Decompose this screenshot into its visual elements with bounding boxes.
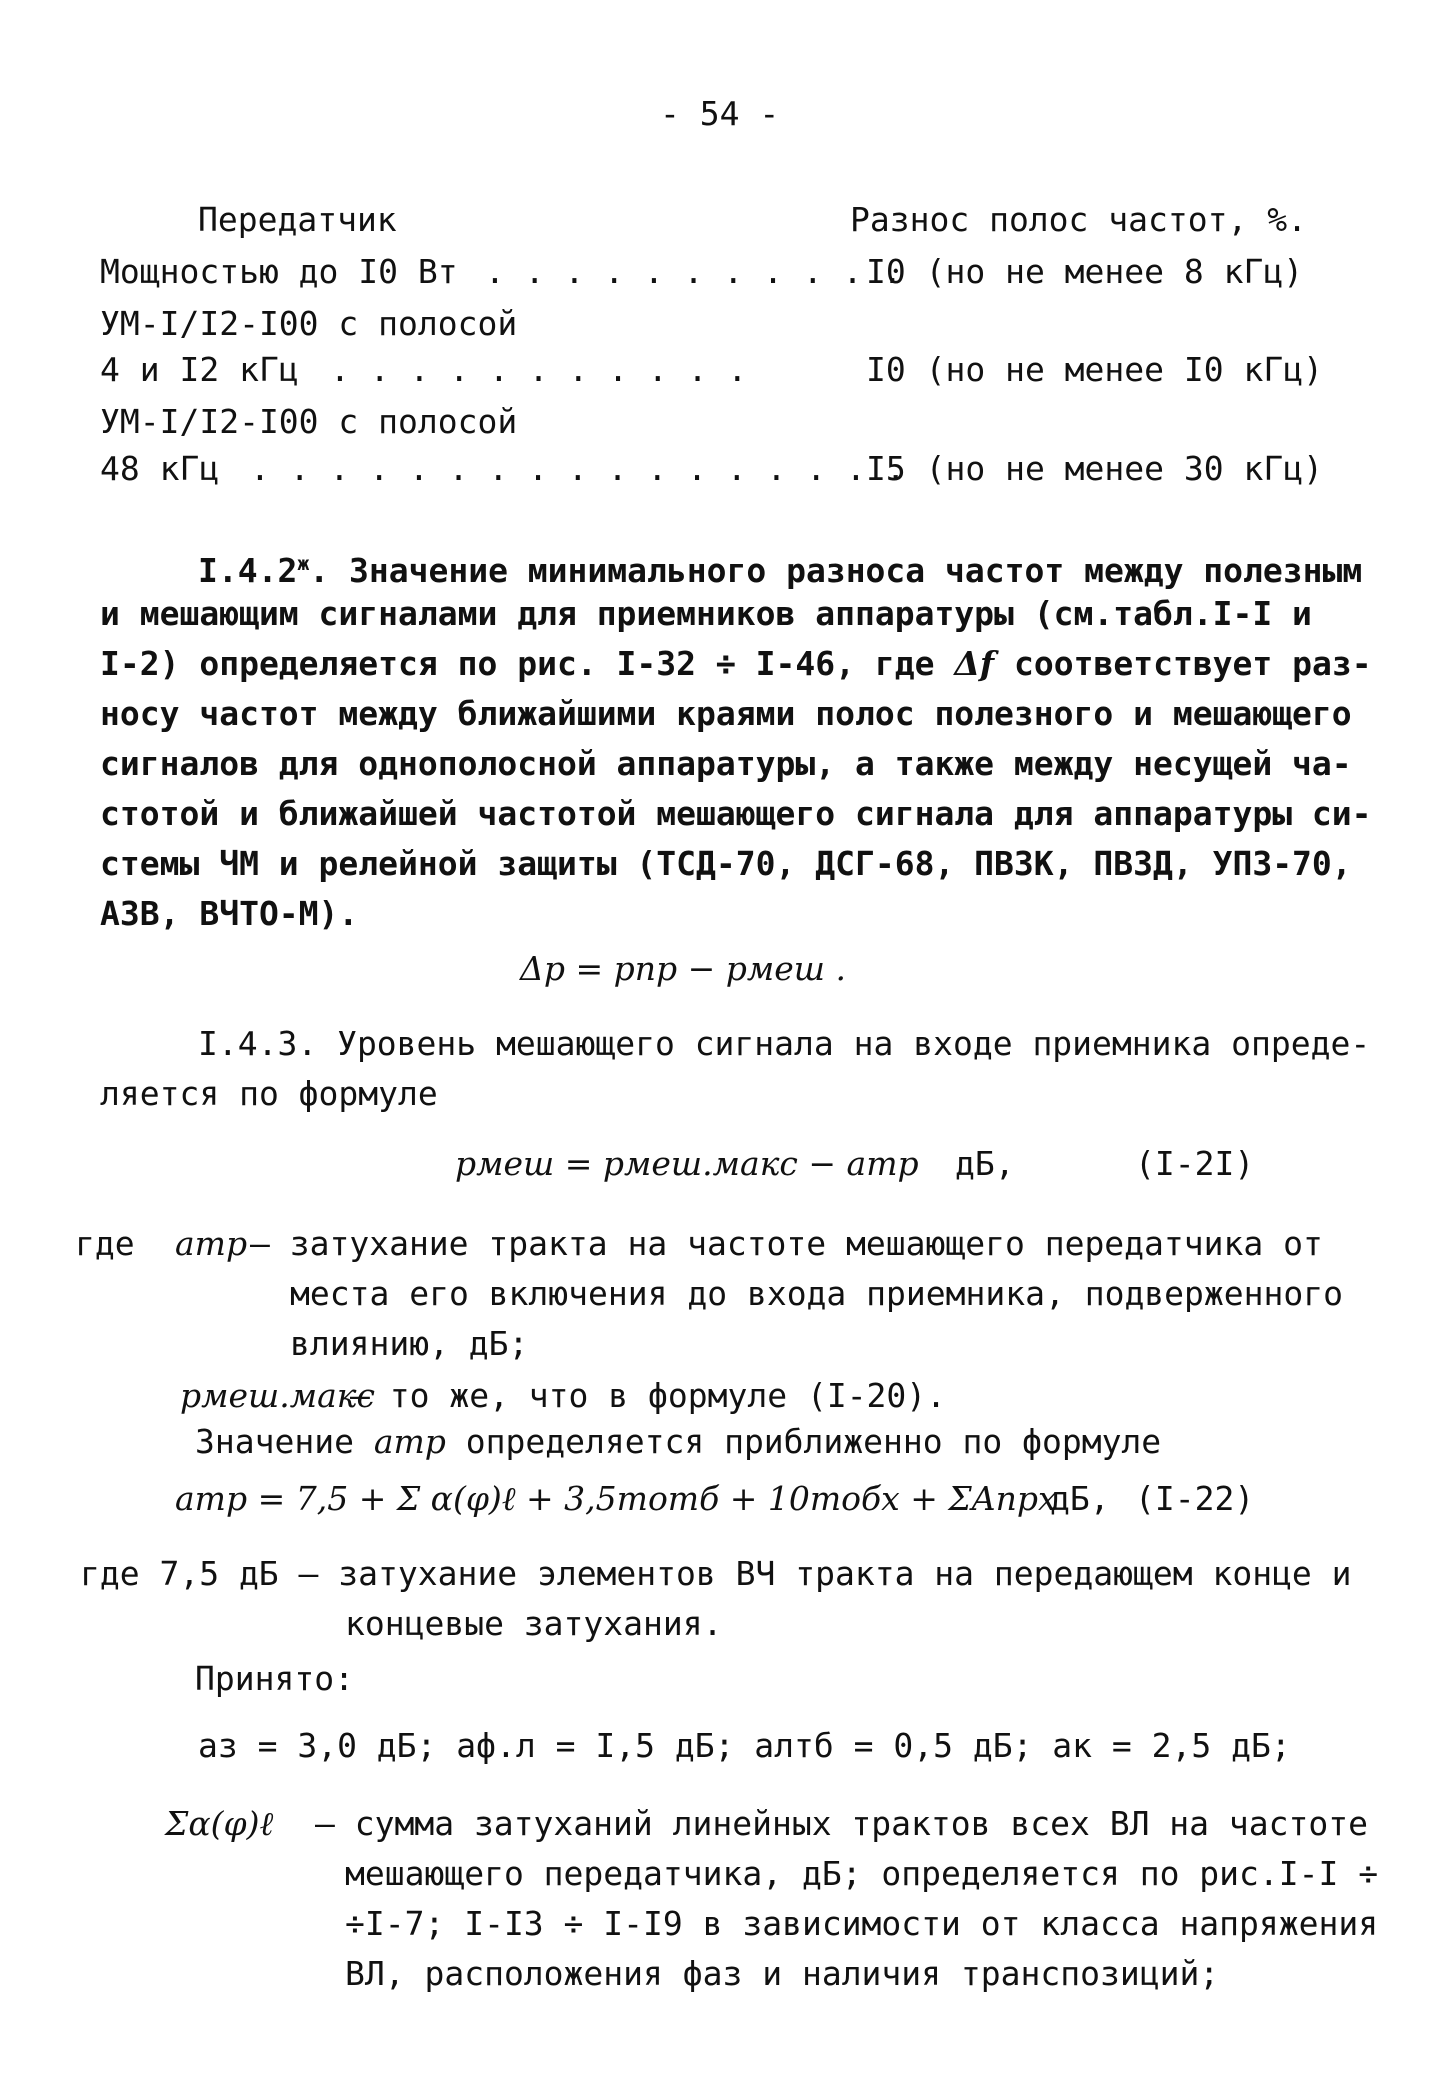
paragraph-line: I.4.3. Уровень мешающего сигнала на входе приемника опреде- bbox=[198, 1024, 1371, 1063]
paragraph-line: носу частот между ближайшими краями полос полезного и мешающего bbox=[100, 694, 1352, 733]
formula-number: (I-22) bbox=[1135, 1479, 1255, 1518]
table-header-transmitter: Передатчик bbox=[198, 200, 397, 239]
paragraph-line: $I.4.2^ж$. Значение минимального разноса частот между полезным bbox=[198, 550, 1363, 590]
table-leader-dots: . . . . . . . . . . . bbox=[485, 252, 903, 291]
table-row-value: I0 (но не менее 8 кГц) bbox=[866, 252, 1304, 291]
paragraph-line: где 7,5 дБ – затухание элементов ВЧ тракта на передающем конце и bbox=[80, 1554, 1352, 1593]
accepted-label: Принято: bbox=[195, 1659, 354, 1698]
value-line: Значение aтр определяется приближенно по формуле bbox=[195, 1422, 1162, 1461]
table-header-spacing: Разнос полос частот, %. bbox=[850, 200, 1307, 239]
table-leader-dots: . . . . . . . . . . . . . . . . . bbox=[250, 449, 906, 488]
symbol-a-tr: aтр bbox=[175, 1224, 248, 1263]
table-row-label: УМ-I/I2-I00 с полосой bbox=[100, 402, 518, 441]
formula-unit: дБ, bbox=[955, 1144, 1015, 1183]
symbol-a-tr: aтр bbox=[373, 1422, 446, 1461]
footnote-mark: ж bbox=[297, 552, 310, 575]
page-number: - 54 - bbox=[660, 94, 780, 133]
section-number: I.4.2 bbox=[198, 550, 298, 590]
table-row-label: УМ-I/I2-I00 с полосой bbox=[100, 304, 518, 343]
delta-f-symbol: Δf bbox=[954, 644, 995, 683]
symbol-p-mesh-maks: pмеш.макс bbox=[180, 1376, 375, 1415]
paragraph-line: стемы ЧМ и релейной защиты (ТСД-70, ДСГ-68, ПВЗК, ПВЗД, УПЗ-70, bbox=[100, 844, 1352, 883]
paragraph-line: сигналов для однополосной аппаратуры, а также между несущей ча- bbox=[100, 744, 1352, 783]
definition-line: ВЛ, расположения фаз и наличия транспозиций; bbox=[345, 1954, 1220, 1993]
definition-line: – сумма затуханий линейных трактов всех ВЛ на частоте bbox=[315, 1804, 1368, 1843]
definition-line: – то же, что в формуле (I-20). bbox=[350, 1376, 947, 1415]
paragraph-line: АЗВ, ВЧТО-М). bbox=[100, 894, 359, 933]
accepted-values: aз = 3,0 дБ; aф.л = I,5 дБ; aлтб = 0,5 дБ; aк = 2,5 дБ; bbox=[198, 1726, 1291, 1765]
definition-line: влиянию, дБ; bbox=[290, 1324, 529, 1363]
table-row-label: 4 и I2 кГц bbox=[100, 350, 299, 389]
where-word: где bbox=[75, 1224, 135, 1263]
definition-line: – затухание тракта на частоте мешающего передатчика от bbox=[250, 1224, 1323, 1263]
formula-attenuation: aтр = 7,5 + Σ α(φ)ℓ + 3,5mотб + 10mобх + ΣAпрх bbox=[175, 1479, 1057, 1518]
paragraph-line: ляется по формуле bbox=[100, 1074, 438, 1113]
table-leader-dots: . . . . . . . . . . . bbox=[330, 350, 748, 389]
definition-line: места его включения до входа приемника, подверженного bbox=[290, 1274, 1343, 1313]
table-row-label: 48 кГц bbox=[100, 449, 220, 488]
formula-unit: дБ, bbox=[1050, 1479, 1110, 1518]
paragraph-line: стотой и ближайшей частотой мешающего сигнала для аппаратуры си- bbox=[100, 794, 1372, 833]
table-row-value: I5 (но не менее 30 кГц) bbox=[866, 449, 1323, 488]
table-row-label: Мощностью до I0 Вт bbox=[100, 252, 458, 291]
paragraph-line: I-2) определяется по рис. I-32 ÷ I-46, где Δf соответствует раз- bbox=[100, 644, 1372, 683]
formula-interference-level: pмеш = pмеш.макс − aтр bbox=[455, 1144, 919, 1183]
paragraph-line: концевые затухания. bbox=[345, 1604, 723, 1643]
paragraph-line: и мешающим сигналами для приемников аппаратуры (см.табл.I-I и bbox=[100, 594, 1312, 633]
formula-delta-p: Δp = pпр − pмеш . bbox=[520, 949, 846, 988]
table-row-value: I0 (но не менее I0 кГц) bbox=[866, 350, 1323, 389]
definition-line: мешающего передатчика, дБ; определяется по рис.I-I ÷ bbox=[345, 1854, 1379, 1893]
formula-number: (I-2I) bbox=[1135, 1144, 1255, 1183]
definition-line: ÷I-7; I-I3 ÷ I-I9 в зависимости от класса напряжения bbox=[345, 1904, 1379, 1943]
symbol-sum-attenuation: Σα(φ)ℓ bbox=[165, 1804, 274, 1843]
